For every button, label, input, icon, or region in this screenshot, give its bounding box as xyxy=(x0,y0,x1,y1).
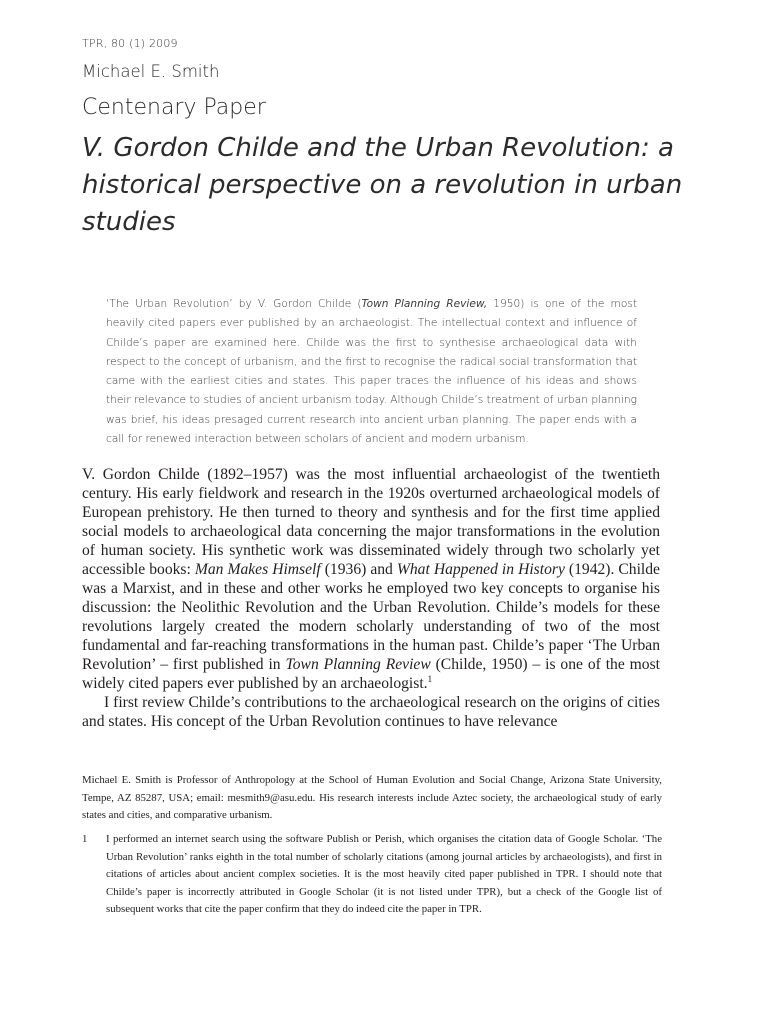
body-paragraph-1 xyxy=(82,465,660,693)
paper-type-heading: Centenary Paper xyxy=(82,95,266,120)
body-text-segment: (Childe, 1950) – is one of the most widely cited papers ever published by an archaeologist. xyxy=(82,656,660,692)
abstract-journal-name: Town Planning Review, xyxy=(361,298,488,310)
abstract-text-rest: 1950) is one of the most heavily cited papers ever published by an archaeologist. The intellectual context and influence of Childe’s paper are examined here. Childe was the first to synthesise archaeological data with respect to the concept of urbanism, and the first to recognise the radical social transformation that came with the earliest cities and states. This paper traces the influence of his ideas and shows their relevance to studies of ancient urbanism today. Although Childe’s treatment of urban planning was brief, his ideas presaged current research into ancient urban planning. The paper ends with a call for renewed interaction between scholars of ancient and modern urbanism. xyxy=(106,298,637,446)
footnote-reference: 1 xyxy=(427,674,433,685)
book-title-what-happened-in-history: What Happened in History xyxy=(396,561,565,578)
body-paragraph-2: I first review Childe’s contributions to the archaeological research on the origins of cities and states. His concept of the Urban Revolution continues to have relevance xyxy=(82,694,660,730)
footnote-text: I performed an internet search using the software Publish or Perish, which organises the citation data of Google Scholar. ‘The Urban Revolution’ ranks eighth in the total number of scholarly citations (among journal articles by archaeologists), and first in citations of articles about ancient complex societies. It is the most heavily cited paper published in TPR. I should note that Childe’s paper is incorrectly attributed in Google Scholar (it is not listed under TPR), but a check of the Google list of subsequent works that cite the paper confirm that they do indeed cite the paper in TPR. xyxy=(106,833,662,915)
body-text-segment: (1936) and xyxy=(320,561,397,578)
abstract-text-start: ‘The Urban Revolution’ by V. Gordon Childe ( xyxy=(106,298,362,310)
body-text xyxy=(82,465,660,731)
footnote-number: 1 xyxy=(82,833,88,845)
journal-reference: TPR, 80 (1) 2009 xyxy=(82,37,178,50)
body-text-segment: (1942). Childe was a Marxist, and in these and other works he employed two key concepts to organise his discussion: the Neolithic Revolution and the Urban Revolution. Childe’s models for these revolutions largely created the modern scholarly understanding of two of the most fundamental and far-reaching transformations in the human past. Childe’s paper ‘The Urban Revolution’ – first published in xyxy=(82,561,660,673)
author-affiliation-note: Michael E. Smith is Professor of Anthropology at the School of Human Evolution and Social Change, Arizona State University, Tempe, AZ 85287, USA; email: mesmith9@asu.edu. His research interests include Aztec society, the archaeological study of early states and cities, and comparative urbanism. xyxy=(82,774,662,821)
abstract xyxy=(106,295,637,449)
body-text-segment: V. Gordon Childe (1892–1957) was the most influential archaeologist of the twentieth century. His early fieldwork and research in the 1920s overturned archaeological models of European prehistory. He then turned to theory and synthesis and for the first time applied social models to archaeological data concerning the major transformations in the evolution of human society. His synthetic work was disseminated widely through two scholarly yet accessible books: xyxy=(82,466,660,578)
footnote xyxy=(82,831,662,919)
journal-name: Town Planning Review xyxy=(285,656,431,673)
author-name: Michael E. Smith xyxy=(82,62,220,81)
paper-title: V. Gordon Childe and the Urban Revolution: a historical perspective on a revolution in urban studies xyxy=(82,133,683,237)
book-title-man-makes-himself: Man Makes Himself xyxy=(194,561,321,578)
